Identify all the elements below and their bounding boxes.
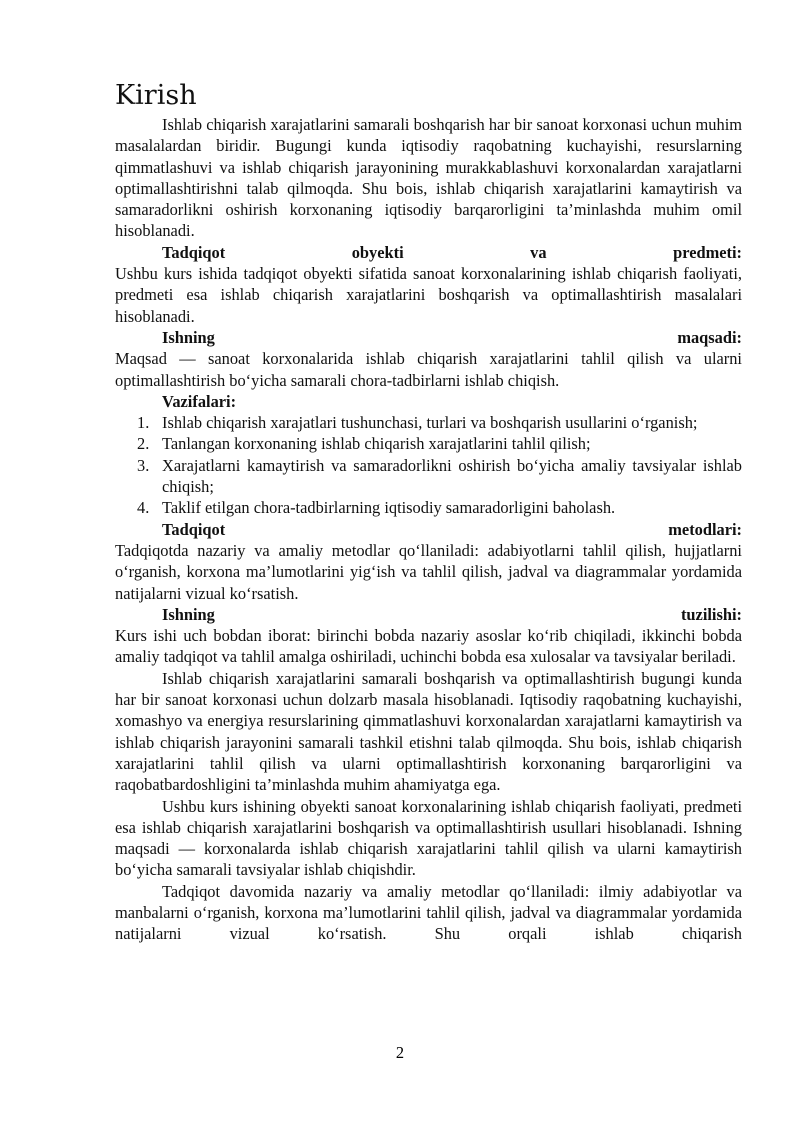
page-number: 2 [395, 1043, 405, 1062]
body-paragraph: Ishlab chiqarish xarajatlarini samarali boshqarish va optimallashtirish bugungi kunda har bir sanoat korxonasi uchun dolzarb masala hisoblanadi. Iqtisodiy raqobatning kuchayishi, xomashyo va energiya resurslarining qimmatlashuvi korxonalardan xarajatlarni kamaytirish va ishlab chiqarish jarayonini samarali tashkil etishni talab qilmoqda. Shu bois, ishlab chiqarish xarajatlarini tahlil qilish va ularni optimallashtirish korxonaning barqarorligini va raqobatbardoshligini ta’minlashda muhim ahamiyatga ega. [115, 668, 742, 795]
methods-heading-word: metodlari: [668, 519, 742, 539]
object-heading-word: obyekti [351, 242, 404, 262]
list-item-text: Tanlangan korxonaning ishlab chiqarish xarajatlarini tahlil qilish; [162, 434, 591, 454]
goal-heading-word: Ishning [162, 327, 215, 347]
list-item [115, 497, 742, 518]
list-item-number: 2. [137, 434, 150, 454]
list-item-number: 1. [137, 413, 150, 433]
object-heading-word: Tadqiqot [162, 242, 226, 262]
structure-heading [115, 604, 742, 625]
object-paragraph: Ushbu kurs ishida tadqiqot obyekti sifatida sanoat korxonalarining ishlab chiqarish faoliyati, predmeti esa ishlab chiqarish xarajatlarini boshqarish va optimallashtirish masalalari hisoblanadi. [115, 264, 742, 326]
goal-paragraph: Maqsad — sanoat korxonalarida ishlab chiqarish xarajatlarini tahlil qilish va ularni optimallashtirish bo‘yicha samarali chora-tadbirlarni ishlab chiqish. [115, 349, 742, 390]
object-heading-word: va [530, 242, 547, 262]
document-page [115, 80, 742, 945]
goal-heading [115, 327, 742, 348]
list-item-text: Taklif etilgan chora-tadbirlarning iqtisodiy samaradorligini baholash. [162, 498, 616, 518]
tasks-list [115, 412, 742, 518]
list-item [115, 455, 742, 498]
list-item-number: 3. [137, 455, 150, 475]
structure-paragraph: Kurs ishi uch bobdan iborat: birinchi bobda nazariy asoslar ko‘rib chiqiladi, ikkinchi bobda amaliy tadqiqot va tahlil amalga oshiriladi, uchinchi bobda esa xulosalar va tavsiyalar beriladi. [115, 626, 742, 667]
body-paragraph: Tadqiqot davomida nazariy va amaliy metodlar qo‘llaniladi: ilmiy adabiyotlar va manbalarni o‘rganish, korxona ma’lumotlarini tahlil qilish, jadval va diagrammalar yordamida natijalarni vizual ko‘rsatish. Shu orqali ishlab chiqarish [115, 881, 742, 944]
intro-paragraph: Ishlab chiqarish xarajatlarini samarali boshqarish har bir sanoat korxonasi uchun muhim masalalardan biridir. Bugungi kunda iqtisodiy raqobatning kuchayishi, resurslarning qimmatlashuvi va ishlab chiqarish jarayonining murakkablashuvi korxonalardan xarajatlarni optimallashtirishni talab qilmoqda. Shu bois, ishlab chiqarish xarajatlarini kamaytirish va samaradorlikni oshirish korxonaning iqtisodiy barqarorligini ta’minlashda muhim omil hisoblanadi. [115, 115, 742, 241]
list-item-text: Ishlab chiqarish xarajatlari tushunchasi, turlari va boshqarish usullarini o‘rganish; [162, 413, 698, 433]
list-item-number: 4. [137, 498, 150, 518]
object-heading-word: predmeti: [673, 242, 742, 262]
structure-heading-word: Ishning [162, 604, 215, 624]
methods-paragraph: Tadqiqotda nazariy va amaliy metodlar qo‘llaniladi: adabiyotlarni tahlil qilish, hujjatlarni o‘rganish, korxona ma’lumotlarini yig‘ish va tahlil qilish, jadval va diagrammalar yordamida natijalarni vizual ko‘rsatish. [115, 540, 742, 603]
object-heading [115, 242, 742, 263]
methods-heading-word: Tadqiqot [162, 519, 226, 539]
methods-heading [115, 519, 742, 540]
list-item-text: Xarajatlarni kamaytirish va samaradorlikni oshirish bo‘yicha amaliy tavsiyalar ishlab chiqish; [162, 455, 742, 497]
section-title: Kirish [115, 80, 197, 111]
list-item [115, 433, 742, 454]
structure-heading-word: tuzilishi: [680, 604, 742, 624]
tasks-heading: Vazifalari: [162, 391, 237, 411]
goal-heading-word: maqsadi: [677, 327, 742, 347]
body-paragraph: Ushbu kurs ishining obyekti sanoat korxonalarining ishlab chiqarish faoliyati, predmeti esa ishlab chiqarish xarajatlarini boshqarish va optimallashtirish usullari hisoblanadi. Ishning maqsadi — korxonalarda ishlab chiqarish xarajatlarini tahlil qilish va ularni kamaytirish bo‘yicha samarali tavsiyalar ishlab chiqishdir. [115, 796, 742, 880]
list-item [115, 412, 742, 433]
